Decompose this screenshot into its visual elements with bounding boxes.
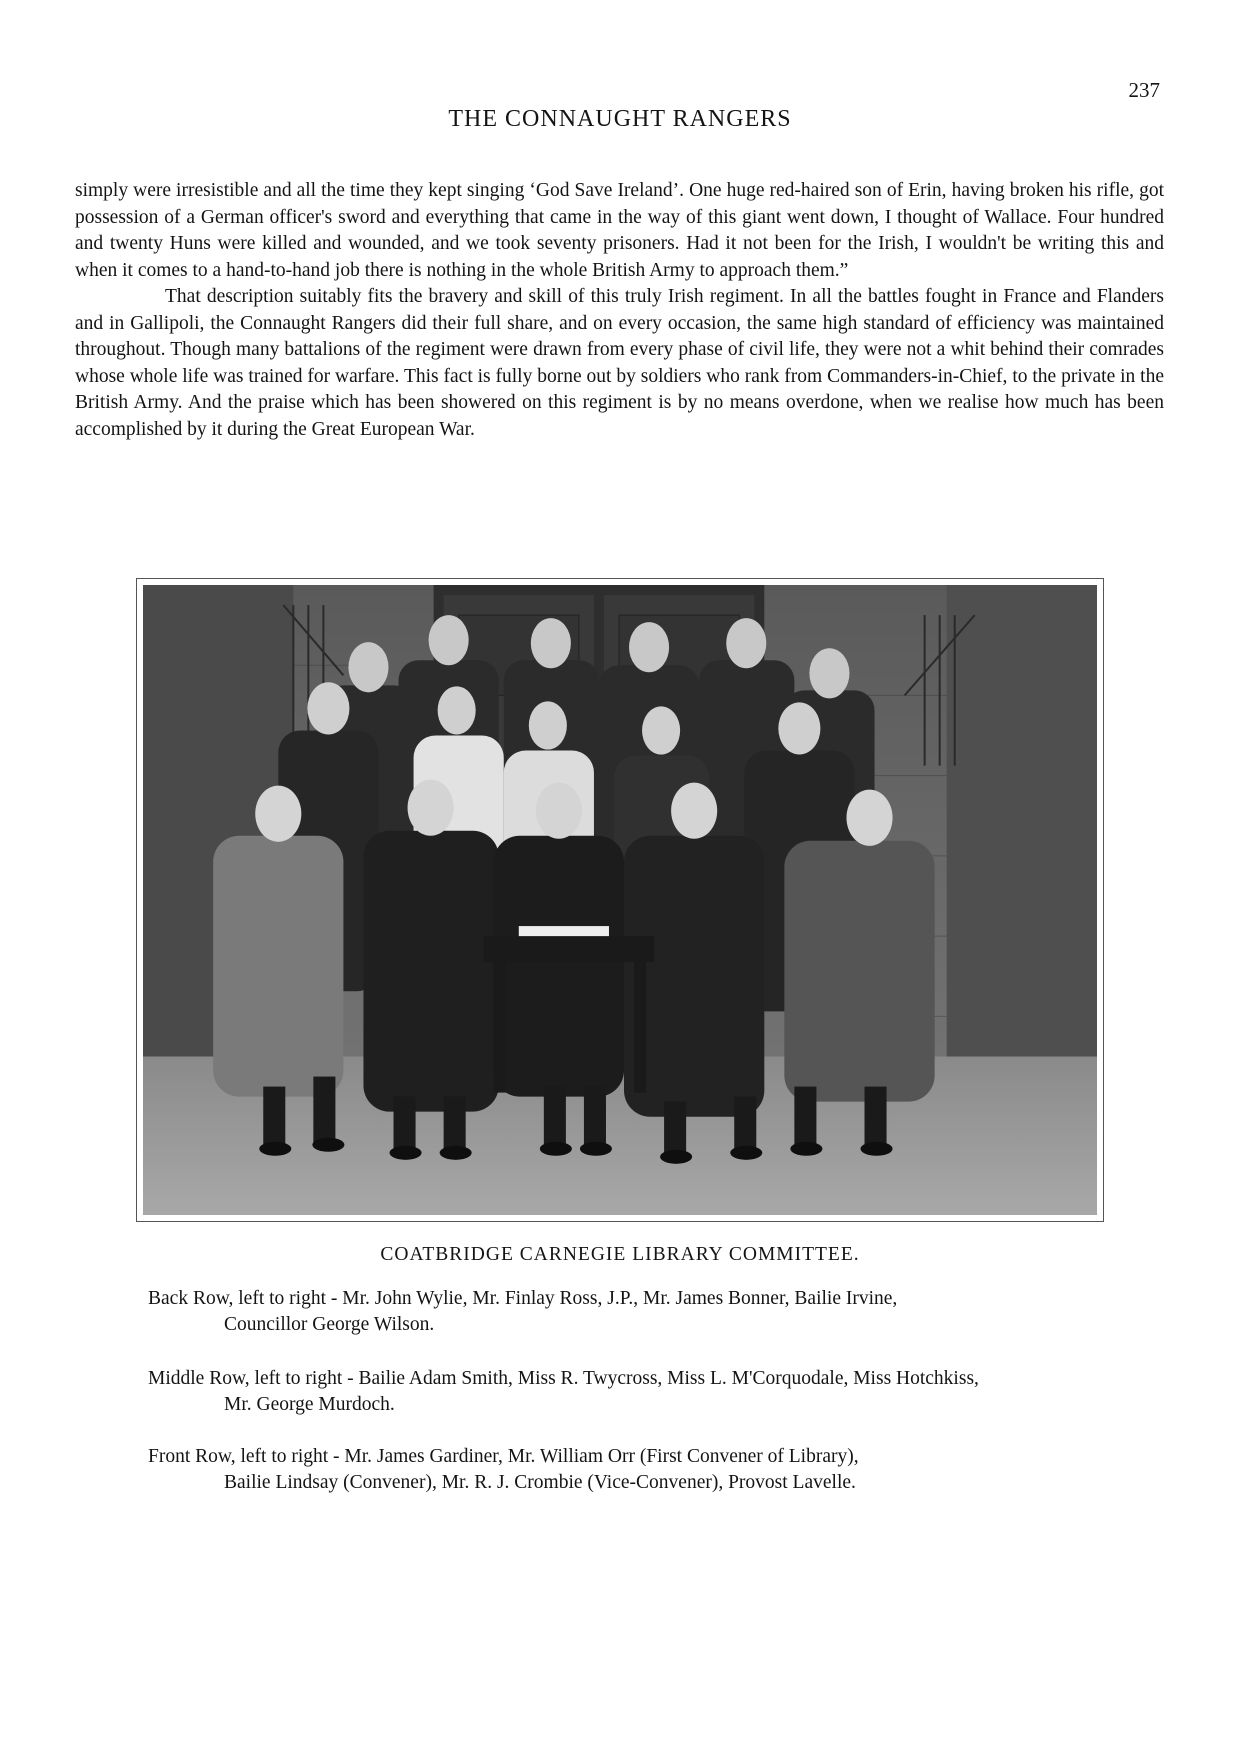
caption-middle-row-line-2: Mr. George Murdoch. bbox=[224, 1394, 395, 1415]
caption-front-row-line-2: Bailie Lindsay (Convener), Mr. R. J. Crombie (Vice-Convener), Provost Lavelle. bbox=[224, 1472, 856, 1493]
caption-back-row bbox=[148, 1286, 1148, 1338]
body-paragraph-2: That description suitably fits the bravery and skill of this truly Irish regiment. In all the battles fought in France and Flanders and in Gallipoli, the Connaught Rangers did their full share, and on every occasion, the same high standard of efficiency was maintained throughout. Though many battalions of the regiment were drawn from every phase of civil life, they were not a whit behind their comrades whose whole life was trained for warfare. This fact is fully borne out by soldiers who rank from Commanders-in-Chief, to the private in the British Army. And the praise which has been showered on this regiment is by no means overdone, when we realise how much has been accomplished by it during the Great European War. bbox=[75, 286, 1164, 440]
running-head: THE CONNAUGHT RANGERS bbox=[448, 106, 792, 132]
page-number: 237 bbox=[1128, 78, 1160, 102]
body-text bbox=[75, 178, 1164, 443]
caption-middle-row bbox=[148, 1366, 1148, 1418]
group-photograph-image bbox=[143, 585, 1097, 1215]
caption-middle-row-line-1: Middle Row, left to right - Bailie Adam Smith, Miss R. Twycross, Miss L. M'Corquodale, Miss Hotchkiss, bbox=[148, 1368, 979, 1389]
caption-front-row-line-1: Front Row, left to right - Mr. James Gardiner, Mr. William Orr (First Convener of Library), bbox=[148, 1446, 859, 1467]
caption-back-row-line-2: Councillor George Wilson. bbox=[224, 1314, 435, 1335]
body-paragraph-1: simply were irresistible and all the time they kept singing ‘God Save Ireland’. One huge red-haired son of Erin, having broken his rifle, got possession of a German officer's sword and everything that came in the way of this giant went down, I thought of Wallace. Four hundred and twenty Huns were killed and wounded, and we took seventy prisoners. Had it not been for the Irish, I wouldn't be writing this and when it comes to a hand-to-hand job there is nothing in the whole British Army to approach them.” bbox=[75, 180, 1164, 281]
group-photograph bbox=[136, 578, 1104, 1222]
caption-title: COATBRIDGE CARNEGIE LIBRARY COMMITTEE. bbox=[380, 1244, 860, 1265]
caption-front-row bbox=[148, 1444, 1148, 1496]
caption-back-row-line-1: Back Row, left to right - Mr. John Wylie, Mr. Finlay Ross, J.P., Mr. James Bonner, Bailie Irvine, bbox=[148, 1288, 898, 1309]
